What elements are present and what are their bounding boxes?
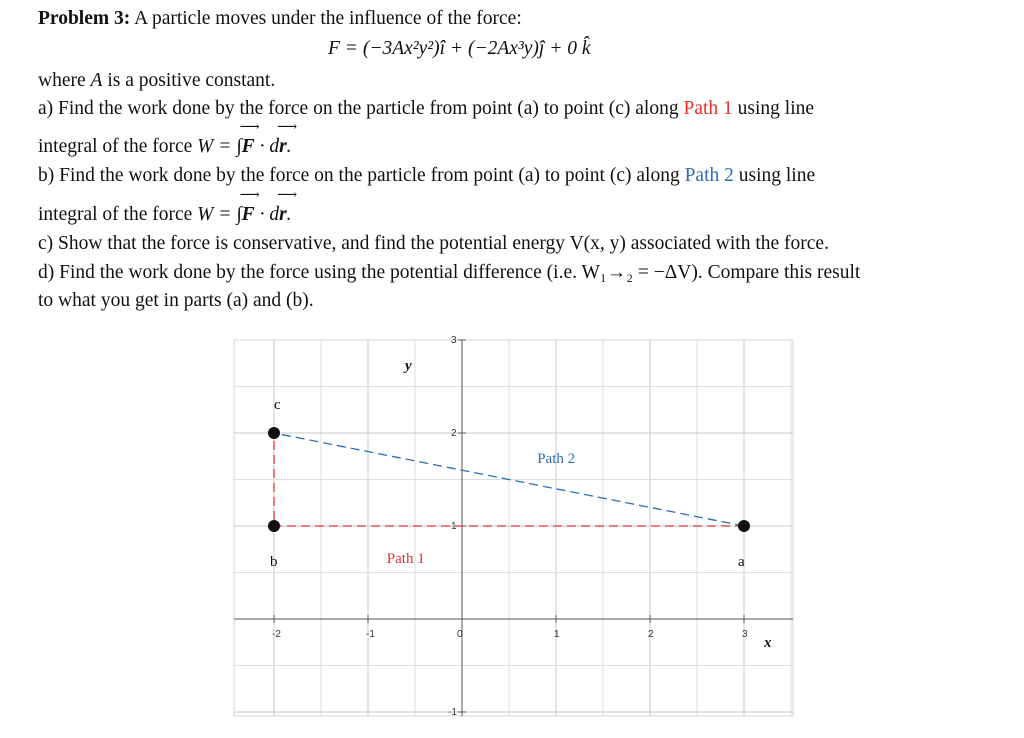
x-tick-label: -1 bbox=[366, 629, 375, 640]
part-b-text-2: using line bbox=[738, 165, 816, 186]
y-axis-label: y bbox=[405, 357, 412, 374]
part-a-path-label: Path 1 bbox=[683, 98, 733, 119]
where-rest: is a positive constant. bbox=[107, 70, 276, 91]
part-b-text-3: integral of the force bbox=[38, 204, 193, 225]
point-label-a: a bbox=[738, 554, 745, 570]
force-vector: ⟶ F bbox=[242, 132, 255, 161]
work-dot: · d bbox=[254, 136, 280, 157]
point-label-c: c bbox=[274, 397, 281, 413]
part-b-text: b) Find the work done by the force on the particle from point (a) to point (c) along bbox=[38, 165, 680, 186]
problem-intro: A particle moves under the influence of the force: bbox=[134, 8, 522, 29]
point-label-b: b bbox=[270, 554, 278, 570]
work-dot: · d bbox=[254, 204, 280, 225]
y-tick-label: -1 bbox=[448, 707, 457, 718]
problem-title: Problem 3: bbox=[38, 8, 131, 29]
path-1-label: Path 1 bbox=[386, 551, 425, 568]
x-tick-label: 3 bbox=[742, 629, 748, 640]
displacement-vector: ⟶ r bbox=[279, 200, 287, 229]
where-word: where bbox=[38, 70, 86, 91]
part-c-line: c) Show that the force is conservative, and find the potential energy V(x, y) associated with the force. bbox=[38, 233, 829, 254]
x-axis-label: x bbox=[764, 635, 772, 651]
y-tick-label: 2 bbox=[451, 428, 457, 439]
work-end: . bbox=[286, 136, 292, 157]
force-vector: ⟶ F bbox=[242, 200, 255, 229]
y-tick-label: 1 bbox=[451, 521, 457, 532]
part-a-text-2: using line bbox=[737, 98, 815, 119]
part-a-text: a) Find the work done by the force on the particle from point (a) to point (c) along bbox=[38, 98, 679, 119]
graph-axes bbox=[234, 340, 793, 716]
x-tick-label: 0 bbox=[457, 629, 463, 640]
part-b-path-label: Path 2 bbox=[684, 165, 734, 186]
work-lhs: W = ∫ bbox=[197, 204, 242, 225]
displacement-vector: ⟶ r bbox=[279, 132, 287, 161]
x-tick-label: -2 bbox=[272, 629, 281, 640]
x-tick-label: 1 bbox=[554, 629, 560, 640]
point-c bbox=[268, 427, 280, 439]
point-b bbox=[268, 520, 280, 532]
grid-frame bbox=[234, 340, 793, 716]
constant-a: A bbox=[90, 70, 103, 91]
x-tick-label: 2 bbox=[648, 629, 654, 640]
part-d-line-1: d) Find the work done by the force using the potential difference (i.e. W₁→₂ = −ΔV). Compare this result bbox=[38, 262, 861, 283]
part-d-line-2: to what you get in parts (a) and (b). bbox=[38, 290, 314, 311]
part-a-text-3: integral of the force bbox=[38, 136, 193, 157]
path-2-label: Path 2 bbox=[537, 450, 576, 467]
graph-grid bbox=[234, 340, 793, 716]
work-lhs: W = ∫ bbox=[197, 136, 242, 157]
force-equation: F = (−3Ax²y²)î + (−2Ax³y)ĵ + 0 k̂ bbox=[328, 38, 591, 59]
work-end: . bbox=[286, 204, 292, 225]
y-tick-label: 3 bbox=[451, 335, 457, 346]
point-a bbox=[738, 520, 750, 532]
